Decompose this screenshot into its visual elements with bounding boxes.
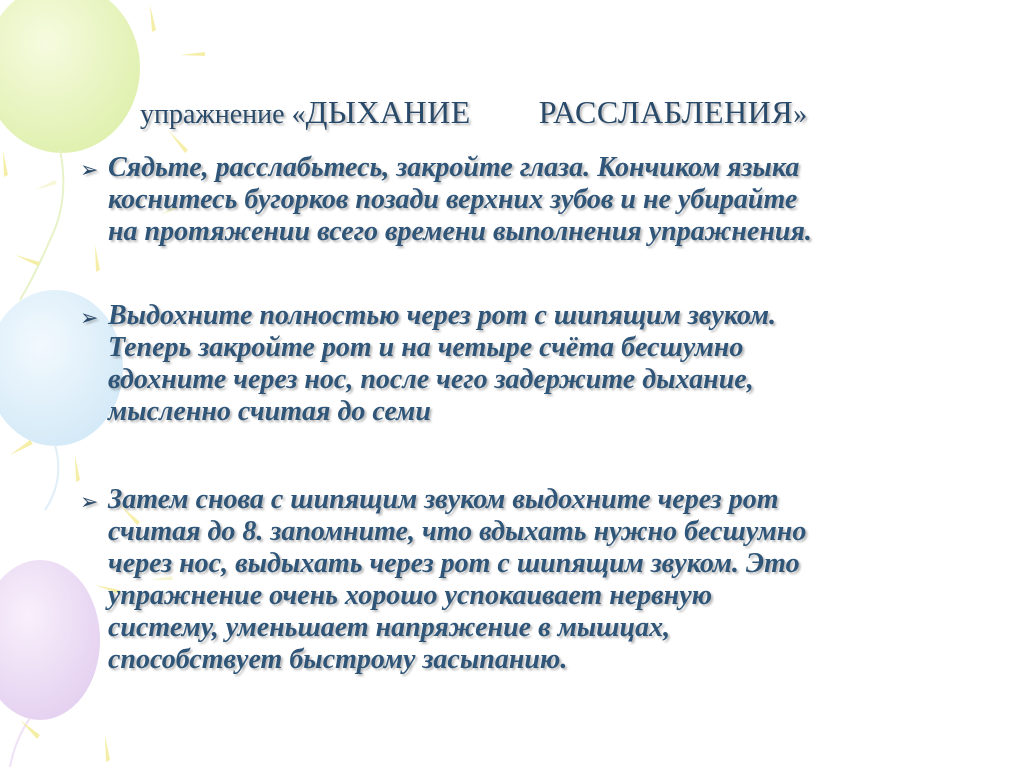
arrow-bullet-icon: ➢ (80, 306, 99, 331)
bullet-text: Сядьте, расслабьтесь, закройте глаза. Кончиком языка коснитесь бугорков позади верхних зубов и не убирайте на протяжении всего времени выполнения упражнения. (108, 152, 812, 247)
bullet-item-2 (80, 300, 985, 428)
bullet-item-1 (80, 152, 985, 248)
bullet-text: Затем снова с шипящим звуком выдохните через рот считая до 8. запомните, что вдыхать нужно бесшумно через нос, выдыхать через рот с шипящим звуком. Это упражнение очень хорошо успокаивает нервную систему, уменьшает напряжение в мышцах, способствует быстрому засыпанию. (108, 484, 807, 675)
bullet-item-3 (80, 484, 985, 676)
slide-title: упражнение «ДЫХАНИЕ РАССЛАБЛЕНИЯ» (140, 94, 808, 130)
arrow-bullet-icon: ➢ (80, 490, 99, 515)
bullet-text: Выдохните полностью через рот с шипящим звуком. Теперь закройте рот и на четыре счёта бесшумно вдохните через нос, после чего задержите дыхание, мысленно считая до семи (108, 300, 777, 427)
arrow-bullet-icon: ➢ (80, 158, 99, 183)
